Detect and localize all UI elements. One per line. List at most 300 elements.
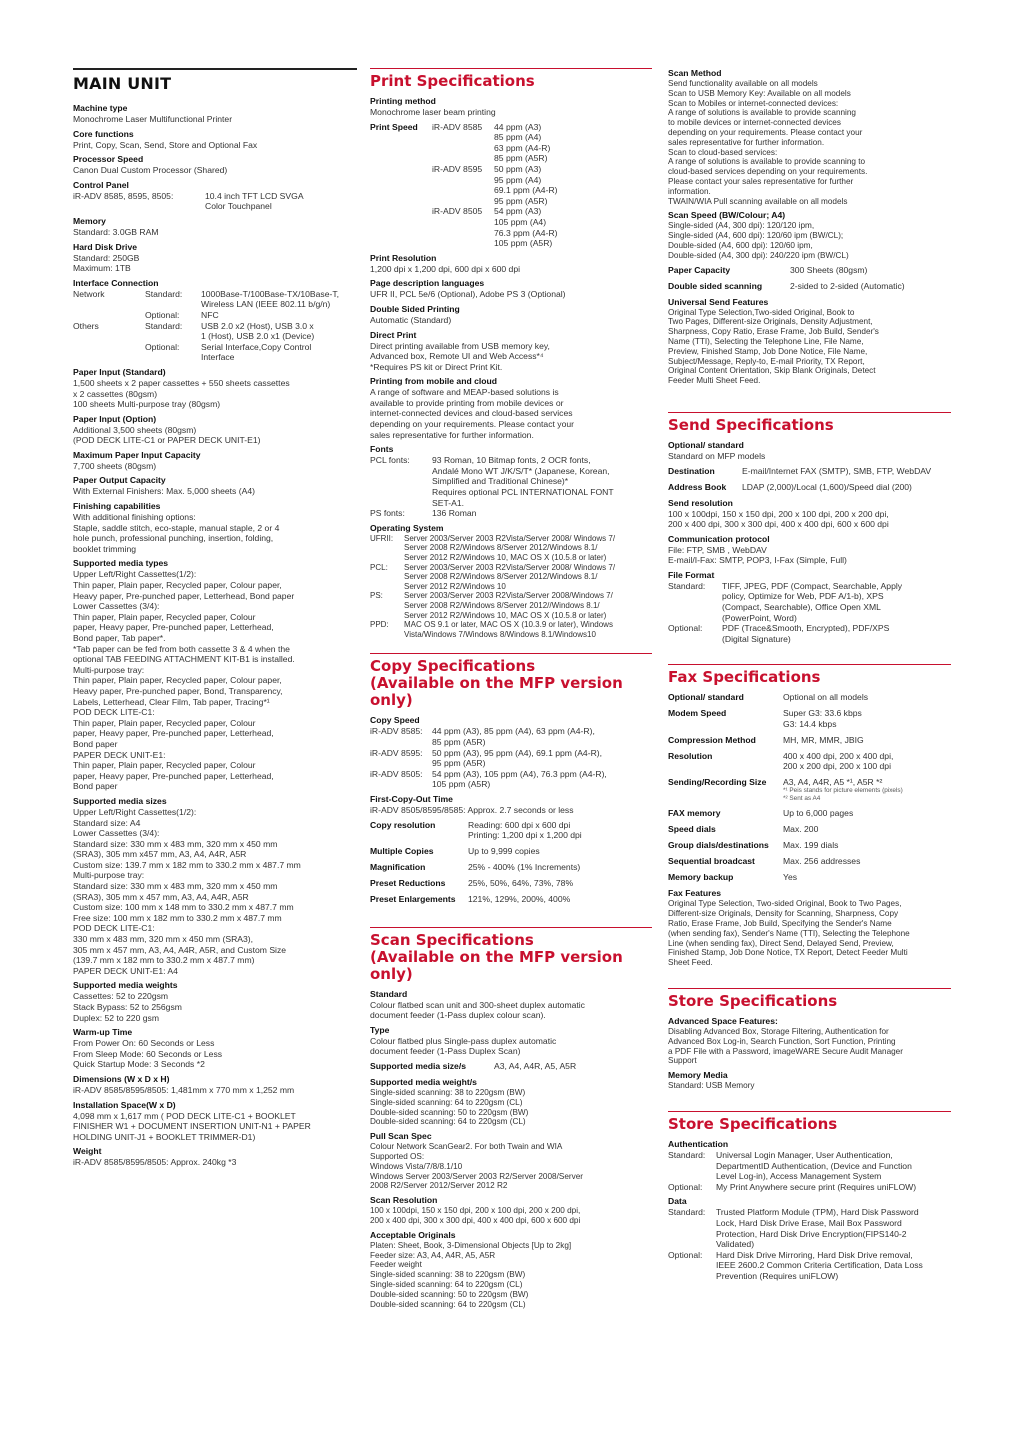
spec-value: Super G3: 33.6 kbps G3: 14.4 kbps (783, 708, 862, 730)
spec-row (668, 1150, 951, 1182)
spec-value: Cassettes: 52 to 220gsm Stack Bypass: 52 to 256gsm Duplex: 52 to 220 gsm (73, 991, 182, 1023)
spec-value: 121%, 129%, 200%, 400% (468, 893, 571, 904)
spec-value: With additional finishing options: Staple, saddle stitch, eco-staple, manual staple, 2 or 4 hole punch, professional punching, insertion, folding, booklet trimming (73, 512, 280, 554)
file-format-block (668, 570, 951, 645)
spec-label: Supported media weight/s (370, 1077, 477, 1088)
spec-label: Supported media size/s (370, 1061, 466, 1072)
spec-row (370, 591, 652, 620)
paper-input-standard-block (73, 367, 357, 410)
preset-reductions-row (370, 878, 652, 889)
spec-row (73, 191, 357, 212)
fcot-block (370, 794, 652, 816)
spec-value: Standard: 250GB Maximum: 1TB (73, 252, 140, 274)
spec-subkey: Standard: (145, 320, 183, 331)
spec-value: iR-ADV 8585/8595/8505: 1,481mm x 770 mm x 1,252 mm (73, 1084, 295, 1095)
scan-type-block (370, 1025, 652, 1057)
preset-enlargements-row (370, 894, 652, 905)
spec-value: Upper Left/Right Cassettes(1/2): Standard size: A4 Lower Cassettes (3/4): Standard size: 330 mm x 483 mm, 320 mm x 450 mm (SRA3), 305 mm x457 mm, A3, A4, A4R, A5R Custom size: 139.7 mm x 182 mm to 330.2 mm x 487.7 mm Multi-purpose tray: Standard size: 330 mm x 483 mm, 320 mm x 450 mm (SRA3), 305 mm x 457 mm, A3, A4, A4R, A5R Custom size: 100 mm x 148 mm to 330.2 mm x 487.7 mm Free size: 100 mm x 182 mm to 330.2 mm x 487.7 mm POD DECK LITE-C1: 330 mm x 483 mm, 320 mm x 450 mm (SRA3), 305 mm x 457 mm, A3, A4, A4R, A5R, and Custom Size (139.7 mm x 182 mm to 330.2 mm x 487.7 mm) PAPER DECK UNIT-E1: A4 (73, 806, 301, 976)
core-functions-block (73, 129, 357, 151)
spec-value: Automatic (Standard) (370, 314, 452, 325)
spec-value: iR-ADV 8585/8595/8505: Approx. 240kg *3 (73, 1157, 237, 1168)
spec-label: Memory backup (668, 872, 734, 883)
spec-value: Standard: 3.0GB RAM (73, 226, 159, 237)
paper-capacity-row (668, 265, 951, 276)
spec-key: PCL fonts: (370, 455, 410, 466)
spec-label: Universal Send Features (668, 296, 769, 307)
spec-value: 100 x 100dpi, 150 x 150 dpi, 200 x 100 dpi, 200 x 200 dpi, 200 x 400 dpi, 300 x 300 dpi, 400 x 400 dpi, 600 x 600 dpi (370, 1206, 581, 1226)
spec-value: Server 2003/Server 2003 R2Vista/Server 2008/ Windows 7/ Server 2008 R2/Windows 8/Server 2012/Windows 8.1/ Server 2012 R2/Windows 10, MAC OS X (10.5.8 or later) (404, 533, 616, 562)
spec-label: Scan Method (668, 68, 722, 78)
destination-row (668, 466, 951, 477)
spec-row (370, 748, 652, 769)
spec-value: Original Type Selection, Two-sided Original, Book to Two Pages, Different-size Originals, Density for Scanning, Sharpness, Copy Ratio, Erase Frame, Job Build, Specifying the Sender's Name (when sending fax), Sender's Name (TTI), Selecting the Telephone Line (when sending fax), Direct Send, Delayed Send, Preview, Finished Stamp, Job Done Notice, TX Report, Detect Feeder Multi Sheet Feed. (668, 899, 910, 968)
spec-value: Upper Left/Right Cassettes(1/2): Thin paper, Plain paper, Recycled paper, Colour paper, Heavy paper, Pre-punched paper, Letterhead, Bond paper Lower Cassettes (3/4): Thin paper, Plain paper, Recycled paper, Colour paper, Heavy paper, Pre-punched paper, Letterhead, Bond paper, Tab paper*. *Tab paper can be fed from both cassette 3 & 4 when the optional TAB FEEDING ATTACHMENT KIT-B1 is installed. Multi-purpose tray: Thin paper, Plain paper, Recycled paper, Colour paper, Heavy paper, Pre-punched paper, Bond, Transparency, Labels, Letterhead, Clear Film, Tab paper, Tracing*¹ POD DECK LITE-C1: Thin paper, Plain paper, Recycled paper, Colour paper, Heavy paper, Pre-punched paper, Letterhead, Bond paper PAPER DECK UNIT-E1: Thin paper, Plain paper, Recycled paper, Colour paper, Heavy paper, Pre-punched paper, Letterhead, Bond paper (73, 569, 295, 792)
spec-value: 1,500 sheets x 2 paper cassettes + 550 sheets cassettes x 2 cassettes (80gsm) 100 sheets Multi-purpose tray (80gsm) (73, 377, 290, 410)
spec-label: Core functions (73, 128, 134, 139)
scan-section-title (370, 932, 652, 983)
section-rule (668, 1111, 951, 1112)
scan-section (370, 927, 652, 1310)
spec-label: Magnification (370, 861, 426, 872)
spec-value: Serial Interface,Copy Control Interface (201, 341, 312, 363)
compression-row (668, 735, 951, 746)
spec-value: My Print Anywhere secure print (Requires uniFLOW) (716, 1181, 917, 1192)
spec-value: Reading: 600 dpi x 600 dpi Printing: 1,200 dpi x 1,200 dpi (468, 819, 582, 841)
main-unit-rule (73, 68, 357, 70)
spec-key: PS: (370, 591, 383, 601)
direct-print-block (370, 330, 652, 373)
spec-value: UFR II, PCL 5e/6 (Optional), Adobe PS 3 (Optional) (370, 289, 566, 300)
spec-value: 44 ppm (A3) 85 ppm (A4) 63 ppm (A4-R) 85 ppm (A5R) (494, 121, 551, 164)
spec-label: Pull Scan Spec (370, 1131, 432, 1142)
fonts-block (370, 444, 652, 519)
spec-value: Server 2003/Server 2003 R2Vista/Server 2008/Windows 7/ Server 2008 R2/Windows 8/Server 2012//Windows 8.1/ Server 2012 R2/Windows 10, MAC OS X (10.5.8 or later) (404, 591, 613, 620)
paper-input-option-block (73, 414, 357, 446)
fax-optional-row (668, 692, 951, 703)
store-section-2 (668, 1111, 951, 1282)
section-rule (370, 68, 652, 69)
spec-label: Paper Input (Standard) (73, 366, 166, 377)
section-rule (668, 412, 951, 413)
pdl-block (370, 278, 652, 300)
spec-label: Print Speed (370, 121, 418, 132)
spec-label: Copy Speed (370, 715, 420, 726)
media-types-block (73, 558, 357, 791)
section-rule (668, 988, 951, 989)
spec-row (370, 508, 652, 519)
spec-key: iR-ADV 8585 (432, 121, 483, 132)
print-speed-block (370, 122, 652, 249)
spec-label: Copy resolution (370, 819, 436, 830)
machine-type-block (73, 103, 357, 125)
scan-title: Scan Specifications (370, 930, 534, 949)
fax-section-title: Fax Specifications (668, 668, 821, 687)
install-space-block (73, 1100, 357, 1143)
spec-key: iR-ADV 8505 (432, 206, 483, 217)
column-scan-send-fax-store (668, 68, 951, 1292)
double-sided-scanning-row (668, 281, 951, 292)
advanced-space-block (668, 1016, 951, 1066)
spec-value: 25% - 400% (1% Increments) (468, 861, 581, 872)
store-section-1 (668, 988, 951, 1091)
copy-speed-block (370, 715, 652, 790)
section-rule (370, 927, 652, 928)
universal-send-block (668, 297, 951, 386)
spec-label: Weight (73, 1146, 102, 1157)
spec-key: iR-ADV 8585, 8595, 8505: (73, 190, 174, 201)
spec-label: Fax Features (668, 888, 722, 899)
spec-label: Memory Media (668, 1070, 728, 1081)
spec-row (370, 726, 652, 747)
spec-label: Page description languages (370, 278, 485, 289)
spec-subkey: Optional: (145, 309, 180, 320)
print-resolution-block (370, 253, 652, 275)
spec-value: MAC OS 9.1 or later, MAC OS X (10.3.9 or later), Windows Vista/Windows 7/Windows 8/Windows 8.1/Windows10 (404, 620, 613, 639)
group-dials-row (668, 840, 951, 851)
send-section (668, 412, 951, 645)
spec-value: 7,700 sheets (80gsm) (73, 460, 157, 471)
spec-label: Communication protocol (668, 533, 770, 544)
spec-value: Universal Login Manager, User Authentication, DepartmentID Authentication, (Device and Function Level Log-in), Access Management System (716, 1149, 912, 1182)
spec-value: 93 Roman, 10 Bitmap fonts, 2 OCR fonts, Andalé Mono WT J/K/S/T* (Japanese, Korean, Simplified and Traditional Chinese)* Requires optional PCL INTERNATIONAL FONT SET-A1. (432, 455, 614, 508)
spec-key: Optional: (668, 1249, 703, 1260)
spec-label: Printing from mobile and cloud (370, 376, 497, 387)
spec-key (73, 310, 145, 321)
main-unit-title: MAIN UNIT (73, 74, 172, 93)
spec-value: 300 Sheets (80gsm) (790, 264, 868, 275)
spec-value: Single-sided scanning: 38 to 220gsm (BW) Single-sided scanning: 64 to 220gsm (CL) Double-sided scanning: 50 to 220gsm (BW) Double-sided scanning: 64 to 220gsm (CL) (370, 1088, 529, 1127)
os-block (370, 523, 652, 640)
spec-value: 50 ppm (A3), 95 ppm (A4), 69.1 ppm (A4-R), 95 ppm (A5R) (432, 747, 603, 769)
media-weights-block (73, 980, 357, 1023)
spec-value: PDF (Trace&Smooth, Encrypted), PDF/XPS (Digital Signature) (722, 623, 890, 644)
spec-row (73, 342, 357, 363)
speed-dials-row (668, 824, 951, 835)
column-main-unit (73, 68, 357, 1172)
spec-label: Processor Speed (73, 154, 144, 165)
spec-value: 1,200 dpi x 1,200 dpi, 600 dpi x 600 dpi (370, 263, 521, 274)
protocol-block (668, 534, 951, 566)
scan-media-weights-block (370, 1077, 652, 1127)
spec-label: Printing method (370, 96, 436, 106)
spec-key: Optional: (668, 1181, 703, 1192)
spec-label: Optional/ standard (668, 692, 744, 703)
scan-speed-block (668, 210, 951, 260)
fax-features-block (668, 888, 951, 968)
scan-continued-section (668, 68, 951, 386)
spec-label: Dimensions (W x D x H) (73, 1073, 170, 1084)
spec-label: Operating System (370, 522, 444, 533)
spec-label: Optional/ standard (668, 439, 744, 450)
spec-value: Up to 9,999 copies (468, 845, 540, 856)
spec-label: Advanced Space Features: (668, 1016, 778, 1026)
sending-size-row (668, 777, 951, 804)
store-section-title: Store Specifications (668, 1114, 838, 1133)
spec-label: Resolution (668, 750, 713, 761)
spec-subkey: Optional: (145, 341, 180, 352)
spec-label: Memory (73, 215, 106, 226)
address-book-row (668, 482, 951, 493)
spec-label: Supported media types (73, 558, 169, 569)
spec-value: 400 x 400 dpi, 200 x 400 dpi, 200 x 200 dpi, 200 x 100 dpi (783, 750, 894, 772)
spec-label: Paper Capacity (668, 264, 731, 275)
control-panel-block (73, 180, 357, 212)
spec-label: Paper Input (Option) (73, 413, 157, 424)
mobile-print-block (370, 376, 652, 440)
spec-value: A3, A4, A4R, A5, A5R (494, 1061, 577, 1072)
spec-value: Send functionality available on all models Scan to USB Memory Key: Available on all models Scan to Mobiles or internet-connected devices: A range of solutions is available to provide scanning to mobile devices or internet-connected devices depending on your requirements. Please contact your sales representative for further information. Scan to cloud-based services: A range of solutions is available to provide scanning to cloud-based services depending on your requirements. Please contact your sales representative for further information. TWAIN/WIA Pull scanning available on all models (668, 79, 868, 206)
spec-value: 100 x 100dpi, 150 x 150 dpi, 200 x 100 dpi, 200 x 200 dpi, 200 x 400 dpi, 300 x 300 dpi, 400 x 400 dpi, 600 x 600 dpi (668, 508, 889, 530)
paper-output-block (73, 475, 357, 497)
spec-key: PPD: (370, 620, 389, 630)
processor-block (73, 154, 357, 176)
multiple-copies-row (370, 846, 652, 857)
finishing-block (73, 501, 357, 554)
spec-label: Preset Enlargements (370, 893, 456, 904)
interface-block (73, 278, 357, 363)
spec-label: Modem Speed (668, 708, 727, 719)
spec-row (668, 1207, 951, 1249)
spec-value: Server 2003/Server 2003 R2Vista/Server 2008/ Windows 7/ Server 2008 R2/Windows 8/Server 2012/Windows 8.1/ Server 2012 R2/Windows 10 (404, 562, 616, 591)
magnification-row (370, 862, 652, 873)
spec-value: 50 ppm (A3) 95 ppm (A4) 69.1 ppm (A4-R) 95 ppm (A5R) (494, 163, 558, 206)
scan-method-block (668, 68, 951, 206)
spec-value: Colour Network ScanGear2. For both Twain and WIA Supported OS: Windows Vista/7/8/8.1/10 Windows Server 2003/Server 2003 R2/Server 2008/Server 2008 R2/Server 2012/Server 2012 R2 (370, 1142, 583, 1191)
spec-value: 1000Base-T/100Base-TX/10Base-T, Wireless LAN (IEEE 802.11 b/g/n) (201, 288, 340, 310)
spec-label: Standard (370, 988, 408, 999)
spec-label: Compression Method (668, 734, 756, 745)
spec-value: Additional 3,500 sheets (80gsm) (POD DECK LITE-C1 or PAPER DECK UNIT-E1) (73, 424, 261, 446)
spec-value: A range of software and MEAP-based solutions is available to provide printing from mobile devices or internet-connected devices and cloud-based services depending on your requirements. Please contact your sales representative for further information. (370, 387, 574, 440)
spec-key: Network (73, 288, 105, 299)
spec-label: Type (370, 1024, 390, 1035)
spec-value: Yes (783, 872, 798, 883)
spec-value: 44 ppm (A3), 85 ppm (A4), 63 ppm (A4-R), 85 ppm (A5R) (432, 726, 595, 747)
printing-method-block (370, 96, 652, 118)
section-rule (370, 653, 652, 654)
spec-label: Double Sided Printing (370, 303, 460, 314)
spec-label: Print Resolution (370, 252, 437, 263)
spec-label: Direct Print (370, 329, 417, 340)
spec-value: Original Type Selection,Two-sided Original, Book to Two Pages, Different-size Originals, Density Adjustment, Sharpness, Copy Ratio, Erase Frame, Job Build, Sender's Name (TTI), Selecting the Telephone Line, File Name, Preview, Finished Stamp, Job Done Notice, File Name, Subject/Message, Reply-to, E-mail Priority, TX Report, Original Content Orientation, Skip Blank Originals, Detect Feeder Multi Sheet Feed. (668, 307, 879, 386)
spec-value: From Power On: 60 Seconds or Less From Sleep Mode: 60 Seconds or Less Quick Startup Mode: 3 Seconds *2 (73, 1038, 223, 1070)
modem-speed-row (668, 708, 951, 729)
spec-label: Group dials/destinations (668, 840, 769, 851)
spec-row (370, 769, 652, 790)
spec-label: Fonts (370, 444, 394, 455)
spec-label: Maximum Paper Input Capacity (73, 449, 201, 460)
spec-value: MH, MR, MMR, JBIG (783, 734, 864, 745)
media-sizes-block (73, 796, 357, 977)
spec-value: Monochrome laser beam printing (370, 107, 496, 117)
print-section-title: Print Specifications (370, 72, 535, 90)
spec-row (73, 289, 357, 310)
spec-value: Disabling Advanced Box, Storage Filtering, Authentication for Advanced Box Log-in, Search Function, Sort Function, Printing a PDF File with a Password, imageWARE Secure Audit Manager Support (668, 1027, 903, 1066)
copy-resolution-row (370, 820, 652, 841)
spec-value: Trusted Platform Module (TPM), Hard Disk Password Lock, Hard Disk Drive Erase, Mail Box Password Protection, Hard Disk Drive Encryption(FIPS140-2 Validated) (716, 1207, 919, 1250)
spec-label: Scan Speed (BW/Colour; A4) (668, 210, 786, 221)
spec-value: 10.4 inch TFT LCD SVGA Color Touchpanel (205, 190, 304, 212)
spec-key: iR-ADV 8595: (370, 747, 423, 758)
max-paper-input-block (73, 450, 357, 472)
spec-value: LDAP (2,000)/Local (1,600)/Speed dial (200) (742, 481, 912, 492)
spec-key: iR-ADV 8505: (370, 768, 423, 779)
spec-value: TIFF, JPEG, PDF (Compact, Searchable, Apply policy, Optimize for Web, PDF A/1-b), XPS (Compact, Searchable), Office Open XML (PowerPoint, Word) (722, 580, 903, 623)
spec-key: iR-ADV 8585: (370, 726, 423, 737)
spec-value: Canon Dual Custom Processor (Shared) (73, 165, 228, 176)
spec-row (73, 310, 357, 321)
send-resolution-block (668, 498, 951, 530)
spec-value: Colour flatbed scan unit and 300-sheet duplex automatic document feeder (1-Pass duplex colour scan). (370, 999, 585, 1021)
spec-value: A3, A4, A4R, A5 *¹, A5R *² (783, 776, 883, 787)
scan-media-sizes-row (370, 1061, 652, 1072)
spec-key (73, 342, 145, 363)
memory-media-block (668, 1070, 951, 1091)
spec-value: Hard Disk Drive Mirroring, Hard Disk Drive removal, IEEE 2600.2 Common Criteria Certification, Data Loss Prevention (Requires uniFLOW) (716, 1249, 923, 1281)
spec-label: Interface Connection (73, 277, 159, 288)
spec-key: Standard: (668, 1149, 706, 1160)
spec-value: E-mail/Internet FAX (SMTP), SMB, FTP, WebDAV (742, 465, 932, 476)
fax-resolution-row (668, 751, 951, 772)
spec-value: File: FTP, SMB , WebDAV E-mail/I-Fax: SMTP, POP3, I-Fax (Simple, Full) (668, 544, 847, 566)
spec-value: Standard on MFP models (668, 450, 766, 461)
spec-row (668, 581, 951, 623)
scan-standard-block (370, 989, 652, 1021)
spec-label: Sequential broadcast (668, 856, 755, 867)
spec-key: Standard: (668, 1207, 706, 1218)
send-section-title: Send Specifications (668, 415, 834, 434)
spec-label: Installation Space(W x D) (73, 1099, 176, 1110)
pull-scan-block (370, 1131, 652, 1191)
copy-section (370, 653, 652, 904)
hdd-block (73, 242, 357, 274)
spec-value: Standard: USB Memory (668, 1081, 755, 1091)
spec-label: Data (668, 1196, 687, 1207)
spec-value: Colour flatbed plus Single-pass duplex automatic document feeder (1-Pass Duplex Scan) (370, 1035, 557, 1057)
data-security-block (668, 1196, 951, 1281)
spec-label: Sending/Recording Size (668, 776, 767, 787)
spec-value: Max. 200 (783, 824, 819, 835)
send-optional-block (668, 440, 951, 462)
spec-key: PS fonts: (370, 508, 405, 519)
spec-label: Acceptable Originals (370, 1229, 456, 1240)
spec-value: Monochrome Laser Multifunctional Printer (73, 114, 233, 124)
spec-label: Warm-up Time (73, 1027, 133, 1038)
section-rule (668, 664, 951, 665)
spec-row (370, 534, 652, 563)
spec-value: USB 2.0 x2 (Host), USB 3.0 x 1 (Host), USB 2.0 x1 (Device) (201, 320, 315, 342)
spec-label: Hard Disk Drive (73, 241, 138, 252)
spec-value: With External Finishers: Max. 5,000 sheets (A4) (73, 486, 255, 497)
spec-key: iR-ADV 8595 (432, 163, 483, 174)
weight-block (73, 1146, 357, 1168)
spec-label: Scan Resolution (370, 1195, 438, 1206)
spec-label: Paper Output Capacity (73, 475, 166, 486)
spec-value: 2-sided to 2-sided (Automatic) (790, 280, 905, 291)
memory-block (73, 216, 357, 238)
spec-row (370, 206, 652, 248)
spec-value: 4,098 mm x 1,617 mm ( POD DECK LITE-C1 + BOOKLET FINISHER W1 + DOCUMENT INSERTION UNIT-N1 + PAPER HOLDING UNIT-J1 + BOOKLET TRIMMER-D1) (73, 1110, 311, 1142)
spec-row (668, 1250, 951, 1282)
spec-row (370, 455, 652, 508)
spec-key: UFRII: (370, 533, 394, 543)
spec-label: Speed dials (668, 824, 716, 835)
spec-label: Finishing capabilities (73, 501, 161, 512)
spec-value: 136 Roman (432, 508, 477, 519)
spec-key: Standard: (668, 580, 706, 591)
copy-section-title (370, 658, 652, 709)
spec-row (370, 620, 652, 639)
duplex-block (370, 304, 652, 326)
spec-value: 54 ppm (A3), 105 ppm (A4), 76.3 ppm (A4-R), 105 ppm (A5R) (432, 768, 607, 790)
spec-row (370, 164, 652, 206)
spec-row (370, 563, 652, 592)
spec-label: FAX memory (668, 808, 721, 819)
spec-label: File Format (668, 569, 715, 580)
spec-value: Single-sided (A4, 300 dpi): 120/120 ipm, Single-sided (A4, 600 dpi): 120/60 ipm (BW/CL); Double-sided (A4, 600 dpi): 120/60 ipm, Double-sided (A4, 300 dpi): 240/220 ipm (BW/CL) (668, 221, 849, 260)
acceptable-originals-block (370, 1230, 652, 1310)
spec-label: Supported media weights (73, 980, 178, 991)
spec-row (370, 122, 652, 164)
spec-key: Optional: (668, 623, 703, 634)
spec-value: Max. 256 addresses (783, 856, 861, 867)
spec-label: Control Panel (73, 179, 129, 190)
spec-label: Authentication (668, 1138, 729, 1149)
spec-value: 54 ppm (A3) 105 ppm (A4) 76.3 ppm (A4-R) 105 ppm (A5R) (494, 206, 558, 249)
print-section (370, 68, 652, 639)
spec-value: Optional on all models (783, 692, 869, 703)
copy-title: Copy Specifications (370, 657, 536, 676)
authentication-block (668, 1139, 951, 1192)
fax-memory-row (668, 808, 951, 819)
sequential-broadcast-row (668, 856, 951, 867)
spec-value: Up to 6,000 pages (783, 808, 854, 819)
spec-label: Machine type (73, 103, 128, 113)
spec-label: Double sided scanning (668, 280, 763, 291)
scan-subtitle: (Available on the MFP version only) (370, 947, 623, 983)
spec-subkey: Standard: (145, 288, 183, 299)
spec-label: Address Book (668, 481, 727, 492)
copy-subtitle: (Available on the MFP version only) (370, 674, 623, 710)
spec-row (668, 623, 951, 644)
warmup-block (73, 1027, 357, 1070)
spec-row (668, 1182, 951, 1193)
spec-value: NFC (201, 309, 219, 320)
scan-resolution-block (370, 1195, 652, 1226)
spec-footnote: *¹ Peis stands for picture elements (pixels) *² Sent as A4 (783, 787, 903, 803)
memory-backup-row (668, 872, 951, 883)
spec-value: Platen: Sheet, Book, 3-Dimensional Objects [Up to 2kg] Feeder size: A3, A4, A4R, A5, A5R Feeder weight Single-sided scanning: 38 to 220gsm (BW) Single-sided scanning: 64 to 220gsm (CL) Double-sided scanning: 50 to 220gsm (BW) Double-sided scanning: 64 to 220gsm (CL) (370, 1240, 572, 1309)
spec-label: Multiple Copies (370, 845, 434, 856)
dimensions-block (73, 1074, 357, 1096)
spec-label: Preset Reductions (370, 877, 446, 888)
spec-value: Max. 199 dials (783, 840, 839, 851)
spec-label: Destination (668, 465, 715, 476)
spec-key: Others (73, 320, 99, 331)
spec-label: Supported media sizes (73, 795, 167, 806)
column-print-copy-scan (370, 68, 652, 1319)
spec-label: Send resolution (668, 497, 733, 508)
spec-label: First-Copy-Out Time (370, 793, 453, 804)
spec-value: iR-ADV 8505/8595/8585: Approx. 2.7 seconds or less (370, 804, 574, 815)
spec-value: Print, Copy, Scan, Send, Store and Optional Fax (73, 139, 258, 150)
spec-value: Direct printing available from USB memory key, Advanced box, Remote UI and Web Access*⁴ *Requires PS kit or Direct Print Kit. (370, 340, 550, 372)
store-section-title: Store Specifications (668, 992, 838, 1010)
spec-key: PCL: (370, 562, 388, 572)
spec-value: 25%, 50%, 64%, 73%, 78% (468, 877, 574, 888)
sending-size-values (783, 777, 903, 804)
spec-row (73, 321, 357, 342)
